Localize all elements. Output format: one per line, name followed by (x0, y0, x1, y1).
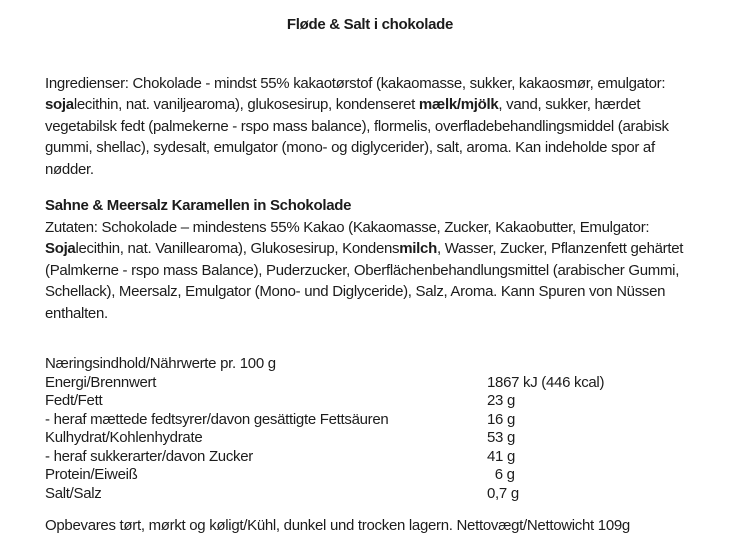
nutrition-row-label: Energi/Brennwert (45, 373, 157, 391)
nutrition-row-value: 16 g (487, 410, 515, 428)
nutrition-row-label: - heraf mættede fedtsyrer/davon gesättigte Fettsäuren (45, 410, 389, 428)
nutrition-table (45, 355, 695, 503)
storage-note: Opbevares tørt, mørkt og køligt/Kühl, dunkel und trocken lagern. Nettovægt/Nettowicht 109g (45, 517, 630, 534)
nutrition-row (45, 466, 695, 485)
nutrition-row-label: Protein/Eiweiß (45, 466, 138, 483)
nutrition-row (45, 429, 695, 448)
ingredients-paragraph-danish (45, 73, 695, 181)
document-page (0, 14, 740, 537)
nutrition-row-value: 1867 kJ (446 kcal) (487, 373, 605, 391)
allergen-bold-text: soja (45, 96, 74, 113)
nutrition-row (45, 448, 695, 467)
nutrition-row (45, 411, 695, 430)
allergen-bold-text: milch (399, 240, 437, 257)
nutrition-row-value: 6 g (487, 466, 515, 483)
text-segment: lecithin, nat. vaniljearoma), glukosesirup, kondenseret (73, 96, 419, 113)
nutrition-row-value: 41 g (487, 447, 515, 465)
product-title: Fløde & Salt i chokolade (286, 16, 454, 33)
text-segment: , Wasser, Zucker, Pflanzenfett gehärtet (Palmkerne - rspo mass Balance), Puderzucker, Oberflächenbehandlungsmittel (arabischer Gummi, Schellack), Meersalz, Emulgator (Mono- und Diglyceride), Salz, Aroma. Kann Spuren von Nüssen enthalten. (45, 240, 684, 322)
text-segment: , vand, sukker, hærdet vegetabilsk fedt (palmekerne - rspo mass balance), flormelis, overfladebehandlingsmiddel (arabisk gummi, shellac), sydesalt, emulgator (mono- og diglycerider), salt, aroma. Kan indeholde spor af nødder. (45, 96, 669, 178)
nutrition-row-value: 0,7 g (487, 484, 519, 502)
nutrition-table-rows (45, 374, 695, 504)
nutrition-row-label: Fedt/Fett (45, 392, 103, 409)
ingredients-paragraph-german (45, 217, 695, 325)
nutrition-table-header: Næringsindhold/Nährwerte pr. 100 g (45, 355, 276, 372)
nutrition-row-label: Salt/Salz (45, 484, 102, 502)
nutrition-row-value: 23 g (487, 392, 515, 409)
text-segment: lecithin, nat. Vanillearoma), Glukosesirup, Kondens (75, 240, 400, 257)
nutrition-row-label: - heraf sukkerarter/davon Zucker (45, 447, 253, 465)
nutrition-row-label: Kulhydrat/Kohlenhydrate (45, 429, 203, 446)
text-segment: Ingredienser: Chokolade - mindst 55% kakaotørstof (kakaomasse, sukker, kakaosmør, emulgator: (45, 74, 666, 92)
allergen-bold-text: Soja (45, 240, 76, 257)
text-segment: Zutaten: Schokolade – mindestens 55% Kakao (Kakaomasse, Zucker, Kakaobutter, Emulgator: (45, 218, 650, 236)
german-section-heading: Sahne & Meersalz Karamellen in Schokolade (45, 197, 352, 214)
nutrition-row (45, 374, 695, 393)
nutrition-row (45, 392, 695, 411)
nutrition-row-value: 53 g (487, 429, 515, 446)
nutrition-row (45, 485, 695, 504)
allergen-bold-text: mælk/mjölk (418, 96, 499, 113)
